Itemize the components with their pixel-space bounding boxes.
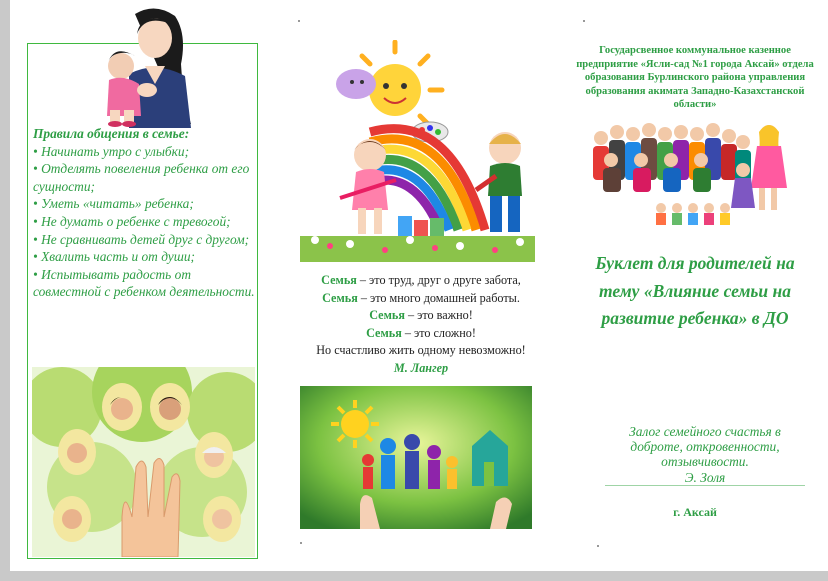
quote-line: Семья – это труд, друг о друге забота, [321, 273, 521, 287]
rule-item: • Испытывать радость от совместной с ребенком деятельности. [33, 266, 255, 300]
motto-author: Э. Золя [605, 470, 805, 486]
rule-item: • Отделять повеления ребенка от его сущности; [33, 161, 250, 194]
quote-line: Но счастливо жить одному невозможно! [316, 343, 526, 358]
organization-name: Государсвенное коммунальное казенное предприятие «Ясли-сад №1 города Аксай» отдела образования Бурлинского района управления образования акимата Западно-Казахстанской области» [576, 45, 814, 111]
rule-item: • Уметь «читать» ребенка; [33, 196, 194, 212]
booklet-title: Буклет для родителей на тему «Влияние семьи на развитие ребенка» в ДО [595, 253, 795, 328]
rules-title: Правила общения в семье: [33, 126, 190, 141]
left-panel [10, 0, 280, 571]
family-rules-list [33, 125, 255, 301]
crop-mark [300, 542, 302, 544]
crop-mark [597, 545, 599, 547]
motto-text: Залог семейного счастья в доброте, откровенности, отзывчивости. [629, 424, 781, 470]
booklet-sheet [10, 0, 828, 571]
children-rainbow-illustration [300, 40, 535, 262]
family-quote [290, 272, 552, 378]
motto-quote [605, 424, 805, 486]
mother-and-child-illustration [95, 4, 205, 128]
bullet: • [33, 143, 38, 159]
quote-line: Семья – это сложно! [366, 325, 476, 340]
family-tree-illustration [32, 367, 255, 557]
quote-line: Семья – это много домашней работы. [322, 290, 520, 305]
right-panel [575, 0, 828, 571]
rule-item: • Не сравнивать детей друг с другом; [33, 231, 250, 247]
rule-item: • Хвалить часть и от души; [33, 249, 196, 265]
rule-item: • Не думать о ребенке с тревогой; [33, 213, 231, 229]
crop-mark [583, 20, 585, 22]
middle-panel [290, 0, 555, 571]
quote-author: М. Лангер [393, 360, 449, 375]
city-name: г. Аксай [673, 505, 717, 519]
paper-family-cutout-photo [300, 386, 532, 529]
parents-meeting-illustration [591, 120, 805, 232]
crop-mark [298, 20, 300, 22]
rule-item: • Начинать утро с улыбки; [33, 143, 190, 159]
quote-line: Семья – это важно! [369, 308, 473, 323]
